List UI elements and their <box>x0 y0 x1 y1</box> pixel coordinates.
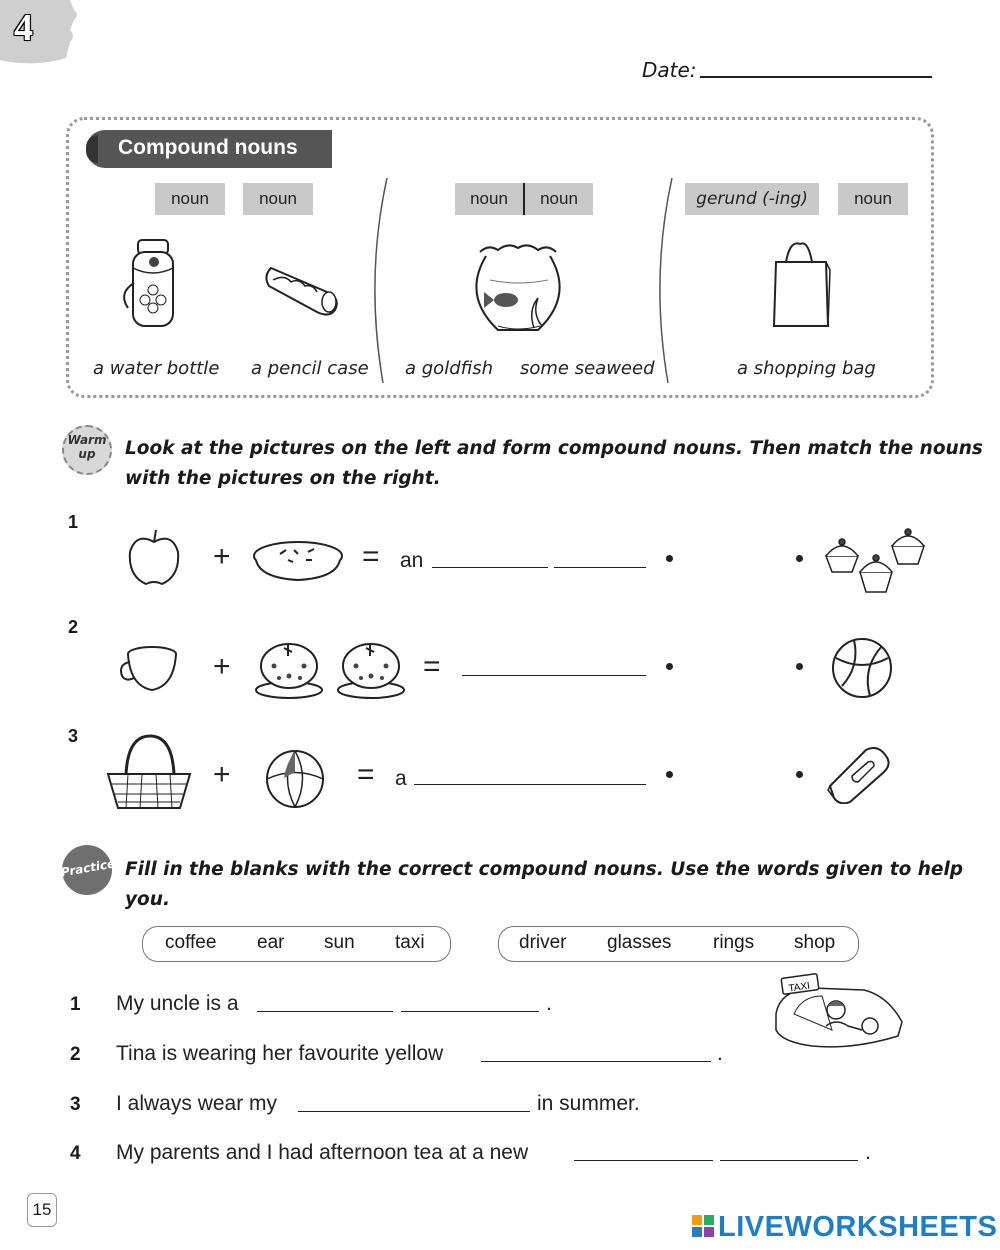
sentence-1-end: . <box>546 992 552 1015</box>
cupcakes-icon <box>822 526 930 600</box>
q3-prefix: a <box>395 767 407 790</box>
q1-answer-blank-1[interactable] <box>432 567 548 568</box>
q3-answer-blank[interactable] <box>414 784 646 785</box>
q2-equals: = <box>423 650 441 683</box>
cup-icon <box>118 644 180 694</box>
cake-icon-1 <box>254 640 324 700</box>
word-sun: sun <box>324 932 355 953</box>
tag-noun-1: noun <box>155 183 225 215</box>
q3-match-dot-left[interactable] <box>666 771 673 778</box>
caption-seaweed: some seaweed <box>520 358 655 379</box>
date-label: Date: <box>642 58 697 82</box>
q2-plus: + <box>213 650 231 683</box>
q3-equals: = <box>357 758 375 791</box>
date-input-line[interactable] <box>700 76 932 78</box>
practice-instruction-line-2: you. <box>125 889 170 910</box>
sentence-4-text: My parents and I had afternoon tea at a new <box>116 1141 529 1164</box>
tag-noun-3: noun <box>455 183 525 215</box>
word-taxi: taxi <box>395 932 425 953</box>
sentence-2-blank[interactable] <box>481 1061 711 1062</box>
tag-noun-5: noun <box>838 183 908 215</box>
q1-match-dot-right[interactable] <box>796 555 803 562</box>
warm-up-q1-number: 1 <box>68 512 79 532</box>
taxi-sign-text: TAXI <box>787 980 811 995</box>
q2-match-dot-right[interactable] <box>796 663 803 670</box>
sentence-4-number: 4 <box>70 1143 81 1164</box>
q1-equals: = <box>362 540 380 573</box>
tissue-pack-icon <box>826 746 892 804</box>
caption-pencil-case: a pencil case <box>251 358 369 379</box>
warm-up-instruction-line-2: with the pictures on the right. <box>125 468 441 489</box>
sentence-4-blank-2[interactable] <box>720 1160 858 1161</box>
tag-noun-2: noun <box>243 183 313 215</box>
sentence-4-blank-1[interactable] <box>574 1160 713 1161</box>
pencil-case-icon <box>265 258 345 318</box>
compound-nouns-title: Compound nouns <box>86 130 332 168</box>
shopping-bag-icon <box>768 240 834 330</box>
sentence-3-end: in summer. <box>537 1092 640 1115</box>
beach-ball-icon <box>264 748 326 810</box>
q3-plus: + <box>213 758 231 791</box>
tag-noun-4: noun <box>525 183 593 215</box>
word-glasses: glasses <box>607 932 672 953</box>
sentence-1-blank-2[interactable] <box>401 1011 539 1012</box>
caption-shopping-bag: a shopping bag <box>737 358 876 379</box>
caption-goldfish: a goldfish <box>405 358 494 379</box>
word-box-1 <box>142 926 451 962</box>
sentence-1-number: 1 <box>70 994 81 1015</box>
basketball-icon <box>830 636 894 700</box>
pie-icon <box>250 538 346 584</box>
divider-right <box>650 178 680 383</box>
sentence-3-text: I always wear my <box>116 1092 278 1115</box>
q2-answer-blank[interactable] <box>462 675 646 676</box>
word-shop: shop <box>794 932 836 953</box>
sentence-4-end: . <box>865 1141 871 1164</box>
q1-prefix: an <box>400 549 424 572</box>
caption-water-bottle: a water bottle <box>93 358 220 379</box>
practice-badge-text: Practice <box>59 856 117 880</box>
word-ear: ear <box>257 932 285 953</box>
warm-up-instruction-line-1: Look at the pictures on the left and form compound nouns. Then match the nouns <box>125 438 983 459</box>
warm-up-badge-text: Warm up <box>67 433 107 461</box>
sentence-3-number: 3 <box>70 1094 81 1115</box>
word-driver: driver <box>519 932 567 953</box>
liveworksheets-logo-icon <box>692 1215 714 1237</box>
page-number: 15 <box>27 1193 57 1227</box>
sentence-2-text: Tina is wearing her favourite yellow <box>116 1042 444 1065</box>
sentence-2-end: . <box>717 1042 723 1065</box>
goldfish-bowl-icon <box>468 236 568 336</box>
divider-left <box>365 178 395 383</box>
sentence-3-blank[interactable] <box>298 1111 530 1112</box>
sentence-2-number: 2 <box>70 1044 81 1065</box>
apple-icon <box>124 528 184 586</box>
sentence-1-text: My uncle is a <box>116 992 239 1015</box>
q1-plus: + <box>213 540 231 573</box>
word-box-2 <box>498 926 859 962</box>
unit-number: 4 <box>14 7 33 49</box>
warm-up-q2-number: 2 <box>68 617 79 637</box>
q3-match-dot-right[interactable] <box>796 771 803 778</box>
word-rings: rings <box>713 932 755 953</box>
unit-badge <box>0 0 78 66</box>
sentence-1-blank-1[interactable] <box>257 1011 393 1012</box>
basket-icon <box>104 734 194 814</box>
q1-answer-blank-2[interactable] <box>554 567 646 568</box>
q1-match-dot-left[interactable] <box>666 555 673 562</box>
tag-gerund: gerund (-ing) <box>685 183 819 215</box>
taxi-driver-illustration <box>772 970 906 1054</box>
cake-icon-2 <box>336 640 406 700</box>
q2-match-dot-left[interactable] <box>666 663 673 670</box>
word-coffee: coffee <box>165 932 217 953</box>
water-bottle-icon <box>120 238 185 330</box>
liveworksheets-brand[interactable]: LIVEWORKSHEETS <box>718 1211 998 1243</box>
warm-up-q3-number: 3 <box>68 726 79 746</box>
practice-instruction-line-1: Fill in the blanks with the correct compound nouns. Use the words given to help <box>125 859 964 880</box>
